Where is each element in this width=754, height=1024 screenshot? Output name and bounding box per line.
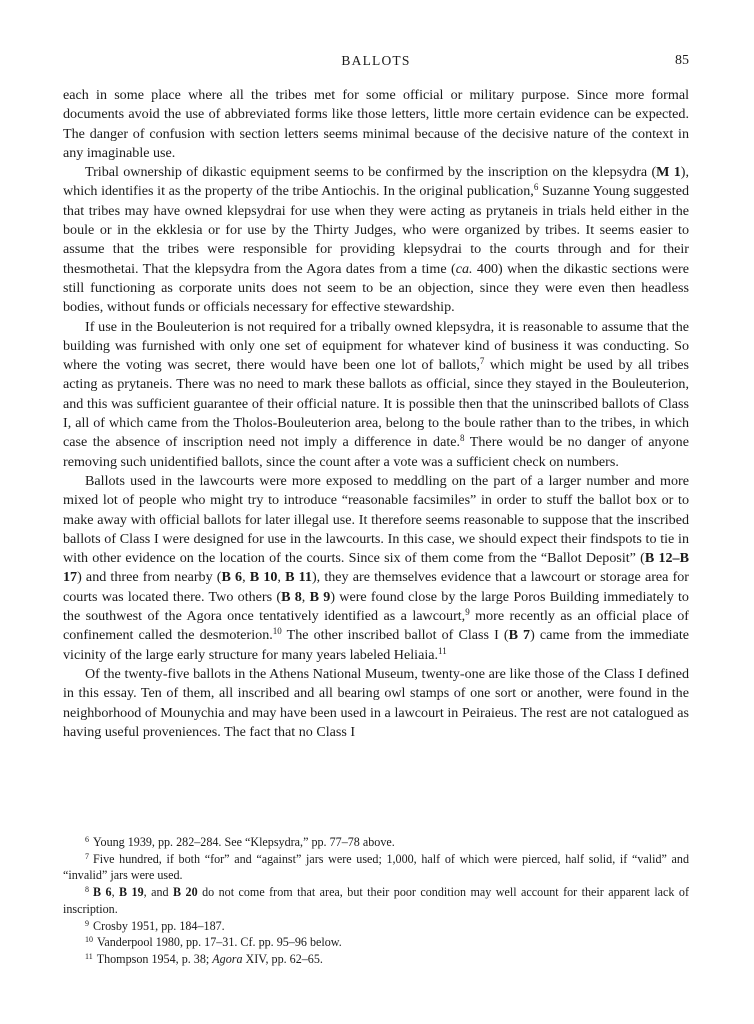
catalog-ref: B 20 — [173, 885, 198, 900]
footnotes — [63, 834, 689, 968]
body-text — [63, 86, 689, 742]
text-run: ) came from the immediate vicinity of the large early structure for many years labeled Heliaia. — [63, 627, 689, 663]
catalog-ref: B 6 — [221, 569, 243, 586]
text-run: 400) when the dikastic sections were still functioning as corporate units does not seem to be an objection, since they were even then headless bodies, without funds or officials necessary for effective stewardship. — [63, 260, 689, 316]
text-run: The other inscribed ballot of Class I ( — [281, 627, 509, 644]
text-run: Vanderpool 1980, pp. 17–31. Cf. pp. 95–96 below. — [97, 935, 342, 950]
italic-text: ca. — [455, 260, 473, 277]
text-run: XIV, pp. 62–65. — [242, 951, 323, 966]
footnote-marker: 11 — [438, 645, 447, 656]
footnote-marker: 10 — [272, 626, 282, 637]
paragraph — [63, 86, 689, 163]
italic-text: Agora — [212, 951, 243, 966]
page-number: 85 — [675, 53, 689, 68]
catalog-ref: B 8 — [281, 588, 302, 605]
footnote-marker: 7 — [479, 356, 485, 367]
text-run: ), which identifies it as the property of the tribe Antiochis. In the original publication, — [63, 164, 690, 200]
text-run: , and — [143, 885, 174, 900]
text-run: , — [242, 569, 250, 586]
catalog-ref: B 12–B 17 — [63, 550, 689, 586]
catalog-ref: B 10 — [249, 569, 278, 586]
catalog-ref: M 1 — [656, 164, 681, 181]
footnote-marker: 6 — [533, 182, 539, 193]
paragraph — [63, 318, 689, 472]
text-run: , — [301, 588, 310, 605]
paragraph — [63, 472, 689, 665]
paragraph — [63, 163, 689, 317]
text-run: , — [277, 569, 286, 586]
footnote — [63, 918, 689, 935]
footnote-number: 11 — [85, 951, 93, 961]
catalog-ref: B 7 — [508, 627, 531, 644]
text-run: Of the twenty-five ballots in the Athens National Museum, twenty-one are like those of the Class I defined in this essay. Ten of them, all inscribed and all bearing owl stamps of one sort or another, were found in the neighborhood of Mounychia and may have been used in a lawcourt in Peiraieus. The rest are not catalogued as having useful proveniences. The fact that no Class I — [63, 665, 689, 740]
text-run: If use in the Bouleuterion is not required for a tribally owned klepsydra, it is reasonable to assume that the building was furnished with only one set of equipment for whatever kind of business it was conducting. So where the voting was secret, there would have been one lot of ballots, — [63, 318, 689, 374]
footnote — [63, 951, 689, 968]
footnote-number: 9 — [85, 918, 89, 928]
text-run: ), they are themselves evidence that a lawcourt or storage area for courts was located there. Two others ( — [63, 569, 690, 605]
footnote — [63, 934, 689, 951]
footnote-number: 10 — [85, 935, 93, 945]
text-run: , — [111, 885, 120, 900]
text-run: which might be used by all tribes acting as prytaneis. There was no need to mark these ballots as official, since they stayed in the Bouleuterion, and this was sufficient guarantee of their official nature. It is possible then that the uninscribed ballots of Class I, all of which came from the Tholos-Bouleuterion area, belong to the boule rather than to the tribes, in which case the absence of inscription need not imply a difference in date. — [63, 357, 690, 451]
text-run: Five hundred, if both “for” and “against” jars were used; 1,000, half of which were pierced, half solid, if “valid” and “invalid” jars were used. — [63, 851, 689, 883]
footnote-number: 7 — [85, 851, 89, 861]
text-run: do not come from that area, but their poor condition may well account for their apparent lack of inscription. — [63, 885, 689, 916]
text-run: Tribal ownership of dikastic equipment seems to be confirmed by the inscription on the klepsydra ( — [85, 164, 657, 181]
catalog-ref: B 19 — [119, 885, 144, 900]
text-run: ) were found close by the large Poros Building immediately to the southwest of the Agora once tentatively identified as a lawcourt, — [63, 588, 689, 625]
running-head — [63, 53, 689, 75]
footnote — [63, 851, 689, 884]
footnote — [63, 834, 689, 851]
text-run: Young 1939, pp. 282–284. See “Klepsydra,” pp. 77–78 above. — [93, 835, 395, 849]
catalog-ref: B 6 — [93, 885, 112, 900]
text-run: each in some place where all the tribes met for some official or military purpose. Since more formal documents avoid the use of abbreviated forms like those letters, little more certain evidence can be expected. The danger of confusion with section letters seems minimal because of the decisive nature of the context in any imaginable use. — [63, 87, 689, 161]
catalog-ref: B 9 — [309, 588, 331, 605]
footnote-number: 6 — [85, 835, 89, 844]
paragraph — [63, 665, 689, 742]
footnote-marker: 8 — [460, 433, 465, 444]
running-title: BALLOTS — [341, 53, 411, 68]
text-run: There would be no danger of anyone removing such unidentified ballots, since the count after a vote was a sufficient check on numbers. — [63, 434, 689, 470]
text-run: ) and three from nearby ( — [77, 569, 222, 586]
footnote — [63, 884, 689, 917]
text-run: more recently as an official place of confinement called the desmoterion. — [63, 608, 689, 644]
text-run: Suzanne Young suggested that tribes may have owned klepsydrai for use when they were acting as prytaneis in trials held either in the boule or in the ekklesia or for use by the Thirty Judges, who were organized by tribes. It seems easier to assume that the tribes were responsible for providing klepsydrai to the courts through and for their thesmothetai. That the klepsydra from the Agora dates from a time ( — [63, 183, 689, 277]
text-run: Ballots used in the lawcourts were more exposed to meddling on the part of a larger number and more mixed lot of people who might try to introduce “reasonable facsimiles” in order to stuff the ballot box or to make away with official ballots for later illegal use. It therefore seems reasonable to suppose that the inscribed ballots of Class I were designed for use in the lawcourts. In this case, we should expect their findspots to tie in with other evidence on the location of the courts. Since six of them come from the “Ballot Deposit” ( — [63, 472, 689, 567]
text-run: Thompson 1954, p. 38; — [96, 951, 213, 966]
catalog-ref: B 11 — [285, 569, 312, 586]
footnote-marker: 9 — [465, 607, 470, 618]
text-run: Crosby 1951, pp. 184–187. — [93, 918, 225, 933]
footnote-number: 8 — [85, 885, 89, 895]
